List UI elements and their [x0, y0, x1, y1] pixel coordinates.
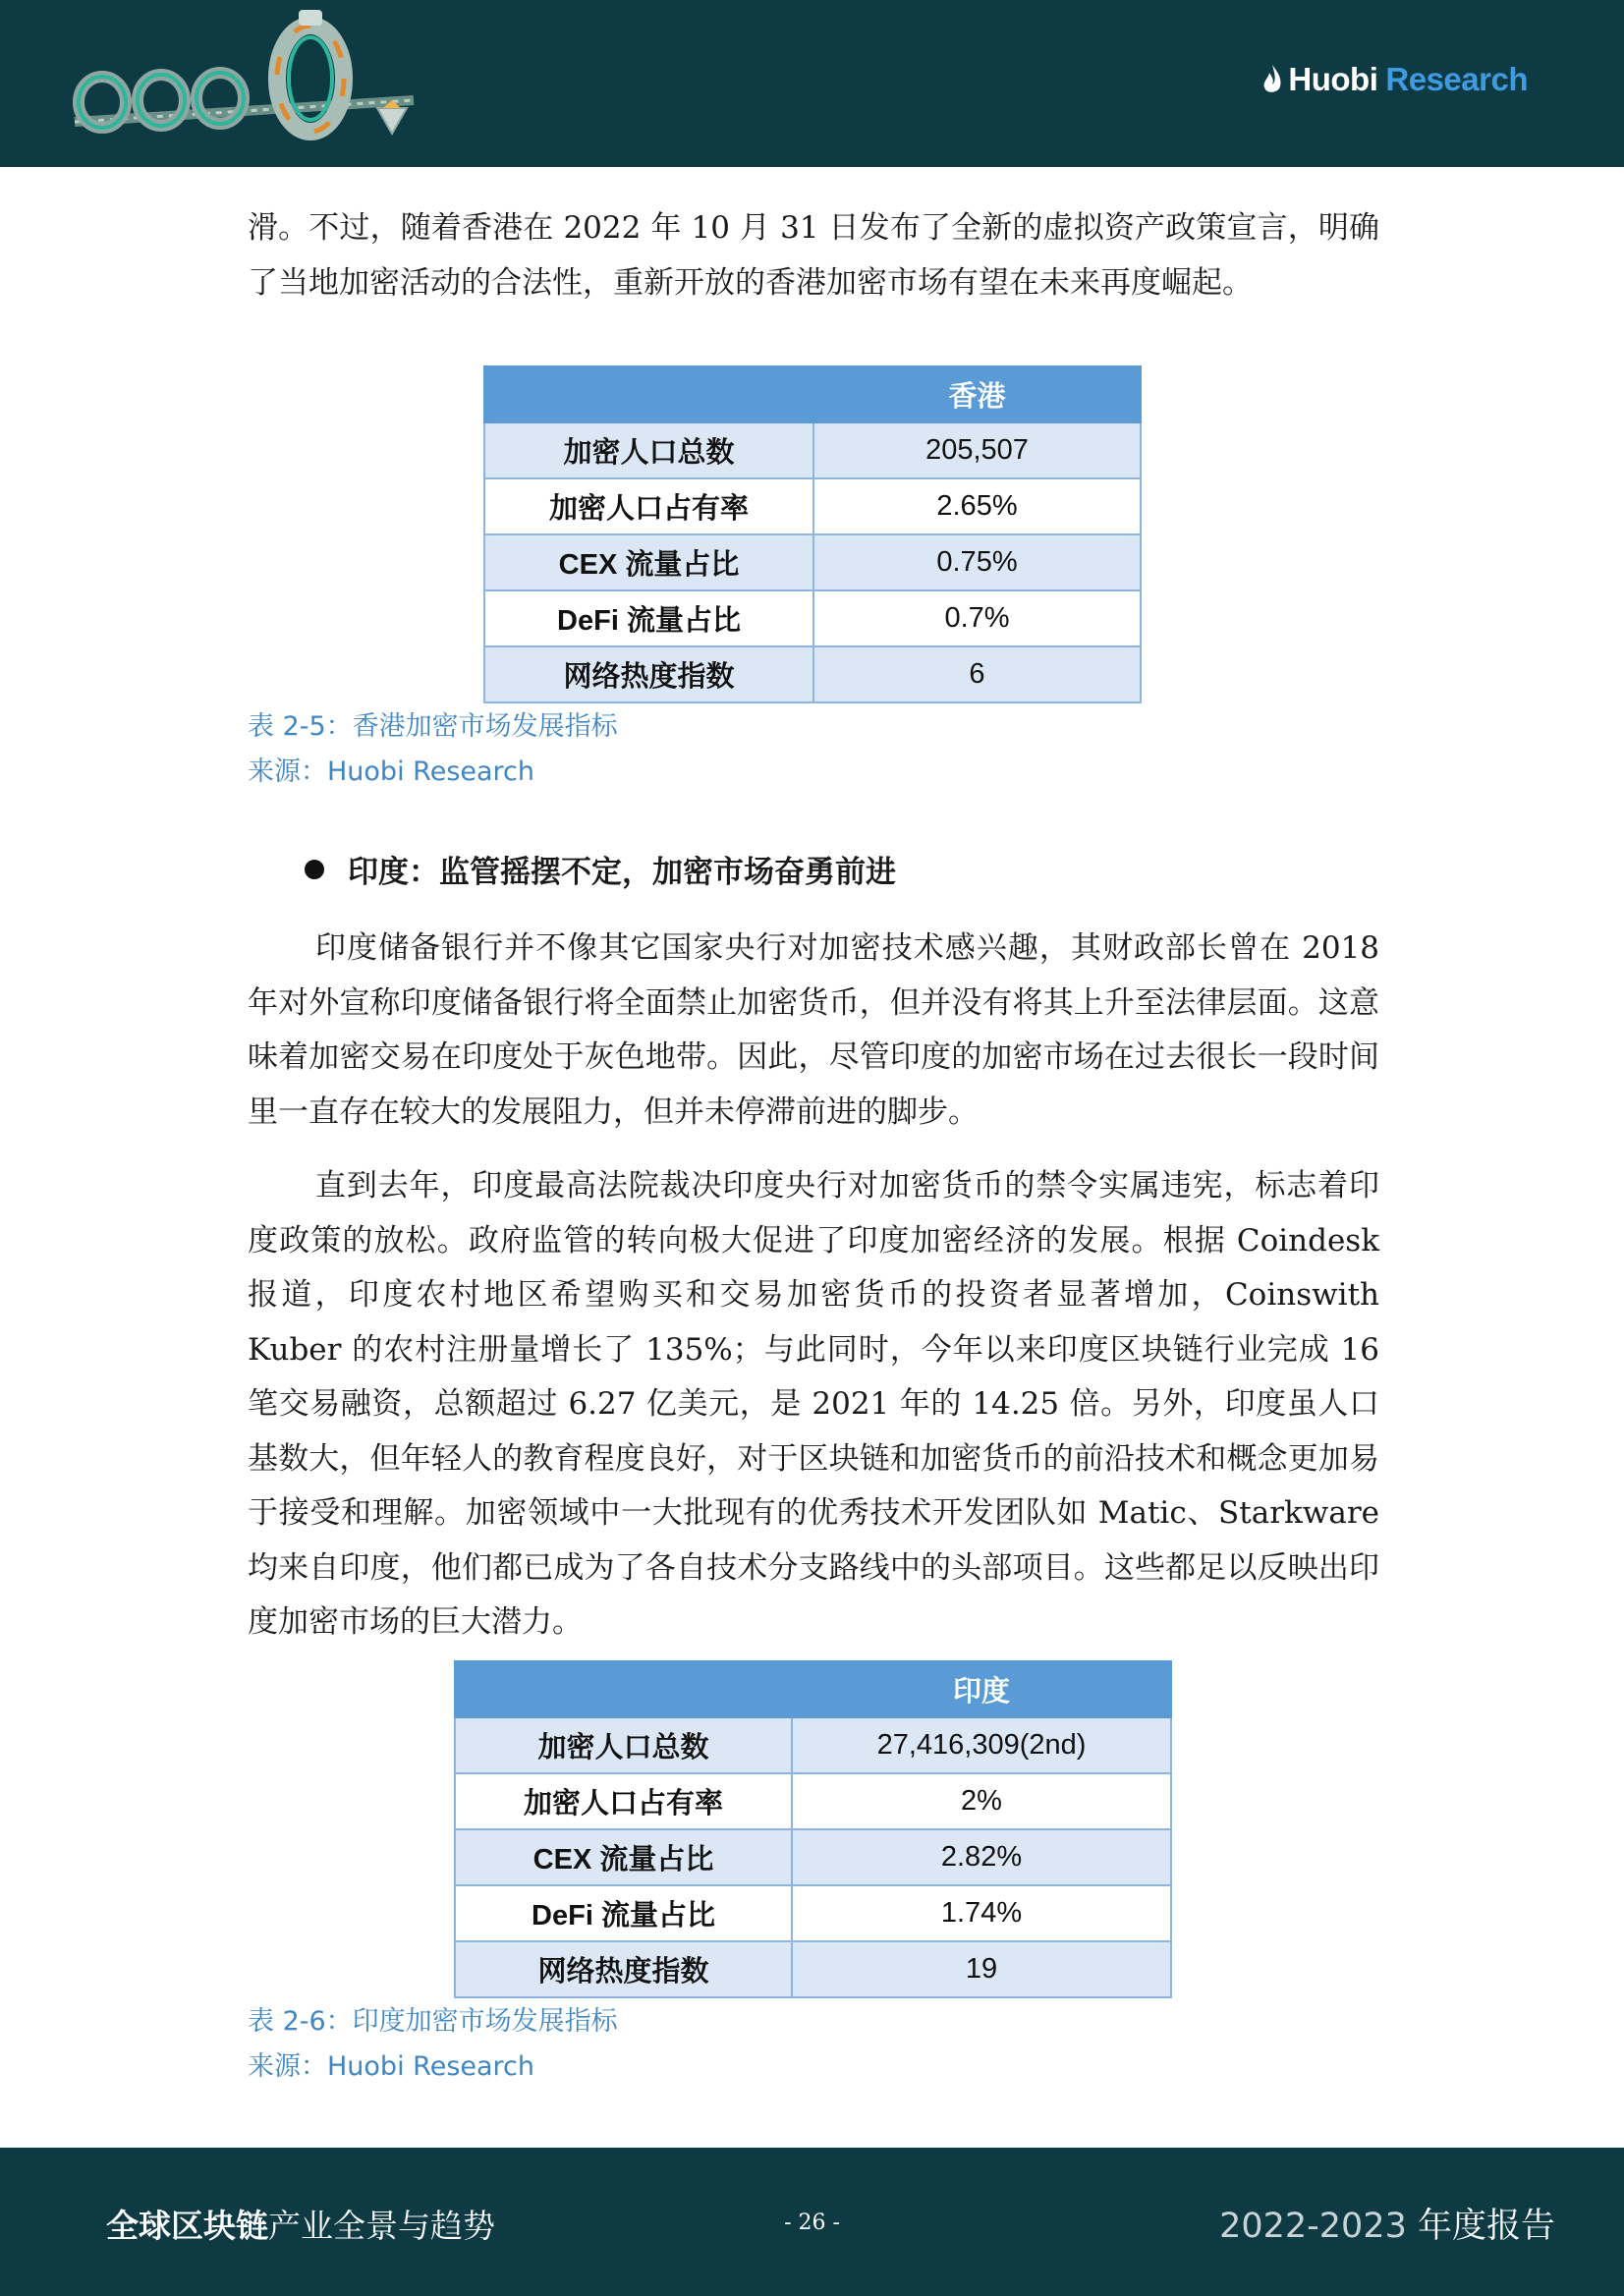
brand-suffix: Research: [1385, 61, 1528, 97]
table-row: [455, 1773, 1171, 1829]
table-row: [484, 478, 1141, 534]
metric-value: 0.75%: [813, 534, 1141, 590]
table-corner-cell: [484, 366, 813, 422]
table-row: [455, 1829, 1171, 1885]
metric-value: 205,507: [813, 422, 1141, 478]
metric-value: 2.65%: [813, 478, 1141, 534]
metric-value: 1.74%: [792, 1885, 1171, 1941]
body-paragraph: 印度储备银行并不像其它国家央行对加密技术感兴趣，其财政部长曾在 2018 年对外宣称印度储备银行将全面禁止加密货币，但并没有将其上升至法律层面。这意味着加密交易在印度处于灰色地带。因此，尽管印度的加密市场在过去很长一段时间里一直存在较大的发展阻力，但并未停滞前进的脚步。: [248, 930, 1379, 1130]
page-header: [0, 0, 1624, 167]
metric-label: 网络热度指数: [455, 1941, 792, 1997]
metric-label: CEX 流量占比: [484, 534, 813, 590]
metric-label: 网络热度指数: [484, 646, 813, 702]
metric-label: DeFi 流量占比: [455, 1885, 792, 1941]
metric-value: 19: [792, 1941, 1171, 1997]
table-row: [484, 590, 1141, 646]
brand-name: Huobi: [1288, 61, 1378, 97]
table-corner-cell: [455, 1661, 792, 1717]
hongkong-metrics-table: [483, 365, 1142, 703]
metric-label: 加密人口总数: [455, 1717, 792, 1773]
table-source: 来源：Huobi Research: [248, 2051, 535, 2082]
table-caption: 表 2-6：印度加密市场发展指标: [248, 2006, 618, 2037]
flame-icon: [1260, 63, 1284, 96]
table-row: [455, 1941, 1171, 1997]
metric-value: 0.7%: [813, 590, 1141, 646]
india-metrics-table: [454, 1660, 1172, 1998]
metric-value: 27,416,309(2nd): [792, 1717, 1171, 1773]
metric-label: DeFi 流量占比: [484, 590, 813, 646]
table-row: [484, 646, 1141, 702]
section-heading-text: 印度：监管摇摆不定，加密市场奋勇前进: [348, 855, 896, 890]
page-footer: [0, 2148, 1624, 2296]
metric-label: 加密人口占有率: [455, 1773, 792, 1829]
metric-value: 6: [813, 646, 1141, 702]
body-paragraph: 直到去年，印度最高法院裁决印度央行对加密货币的禁令实属违宪，标志着印度政策的放松。政府监管的转向极大促进了印度加密经济的发展。根据 Coindesk 报道，印度农村地区希望购买和交易加密货币的投资者显著增加，Coinswith Kuber 的农村注册量增长了 135%；与此同时，今年以来印度区块链行业完成 16 笔交易融资，总额超过 6.27 亿美元，是 2021 年的 14.25 倍。另外，印度虽人口基数大，但年轻人的教育程度良好，对于区块链和加密货币的前沿技术和概念更加易于接受和理解。加密领域中一大批现有的优秀技术开发团队如 Matic、Starkware 均来自印度，他们都已成为了各自技术分支路线中的头部项目。这些都足以反映出印度加密市场的巨大潜力。: [248, 1168, 1379, 1640]
metric-value: 2%: [792, 1773, 1171, 1829]
metric-label: 加密人口占有率: [484, 478, 813, 534]
table-caption: 表 2-5：香港加密市场发展指标: [248, 711, 618, 742]
metric-label: CEX 流量占比: [455, 1829, 792, 1885]
table-row: [484, 422, 1141, 478]
year-range: 2022-2023: [1219, 2207, 1407, 2246]
column-header: 印度: [792, 1661, 1171, 1717]
table-row: [455, 1885, 1171, 1941]
report-year-label: [1219, 2199, 1555, 2248]
report-title-rest: 产业全景与趋势: [268, 2207, 495, 2245]
table-row: [484, 534, 1141, 590]
report-label: 年度报告: [1406, 2207, 1555, 2246]
column-header: 香港: [813, 366, 1141, 422]
bullet-icon: [305, 860, 324, 879]
table-row: [455, 1717, 1171, 1773]
blockchain-illustration: [65, 6, 428, 153]
section-heading: [305, 847, 896, 891]
metric-value: 2.82%: [792, 1829, 1171, 1885]
report-title-bold: 全球区块链: [106, 2207, 268, 2245]
intro-paragraph: 滑。不过，随着香港在 2022 年 10 月 31 日发布了全新的虚拟资产政策宣言，明确了当地加密活动的合法性，重新开放的香港加密市场有望在未来再度崛起。: [248, 210, 1379, 301]
table-source: 来源：Huobi Research: [248, 756, 535, 787]
page-number: - 26 -: [784, 2211, 840, 2235]
metric-label: 加密人口总数: [484, 422, 813, 478]
huobi-research-logo: [1260, 61, 1528, 98]
